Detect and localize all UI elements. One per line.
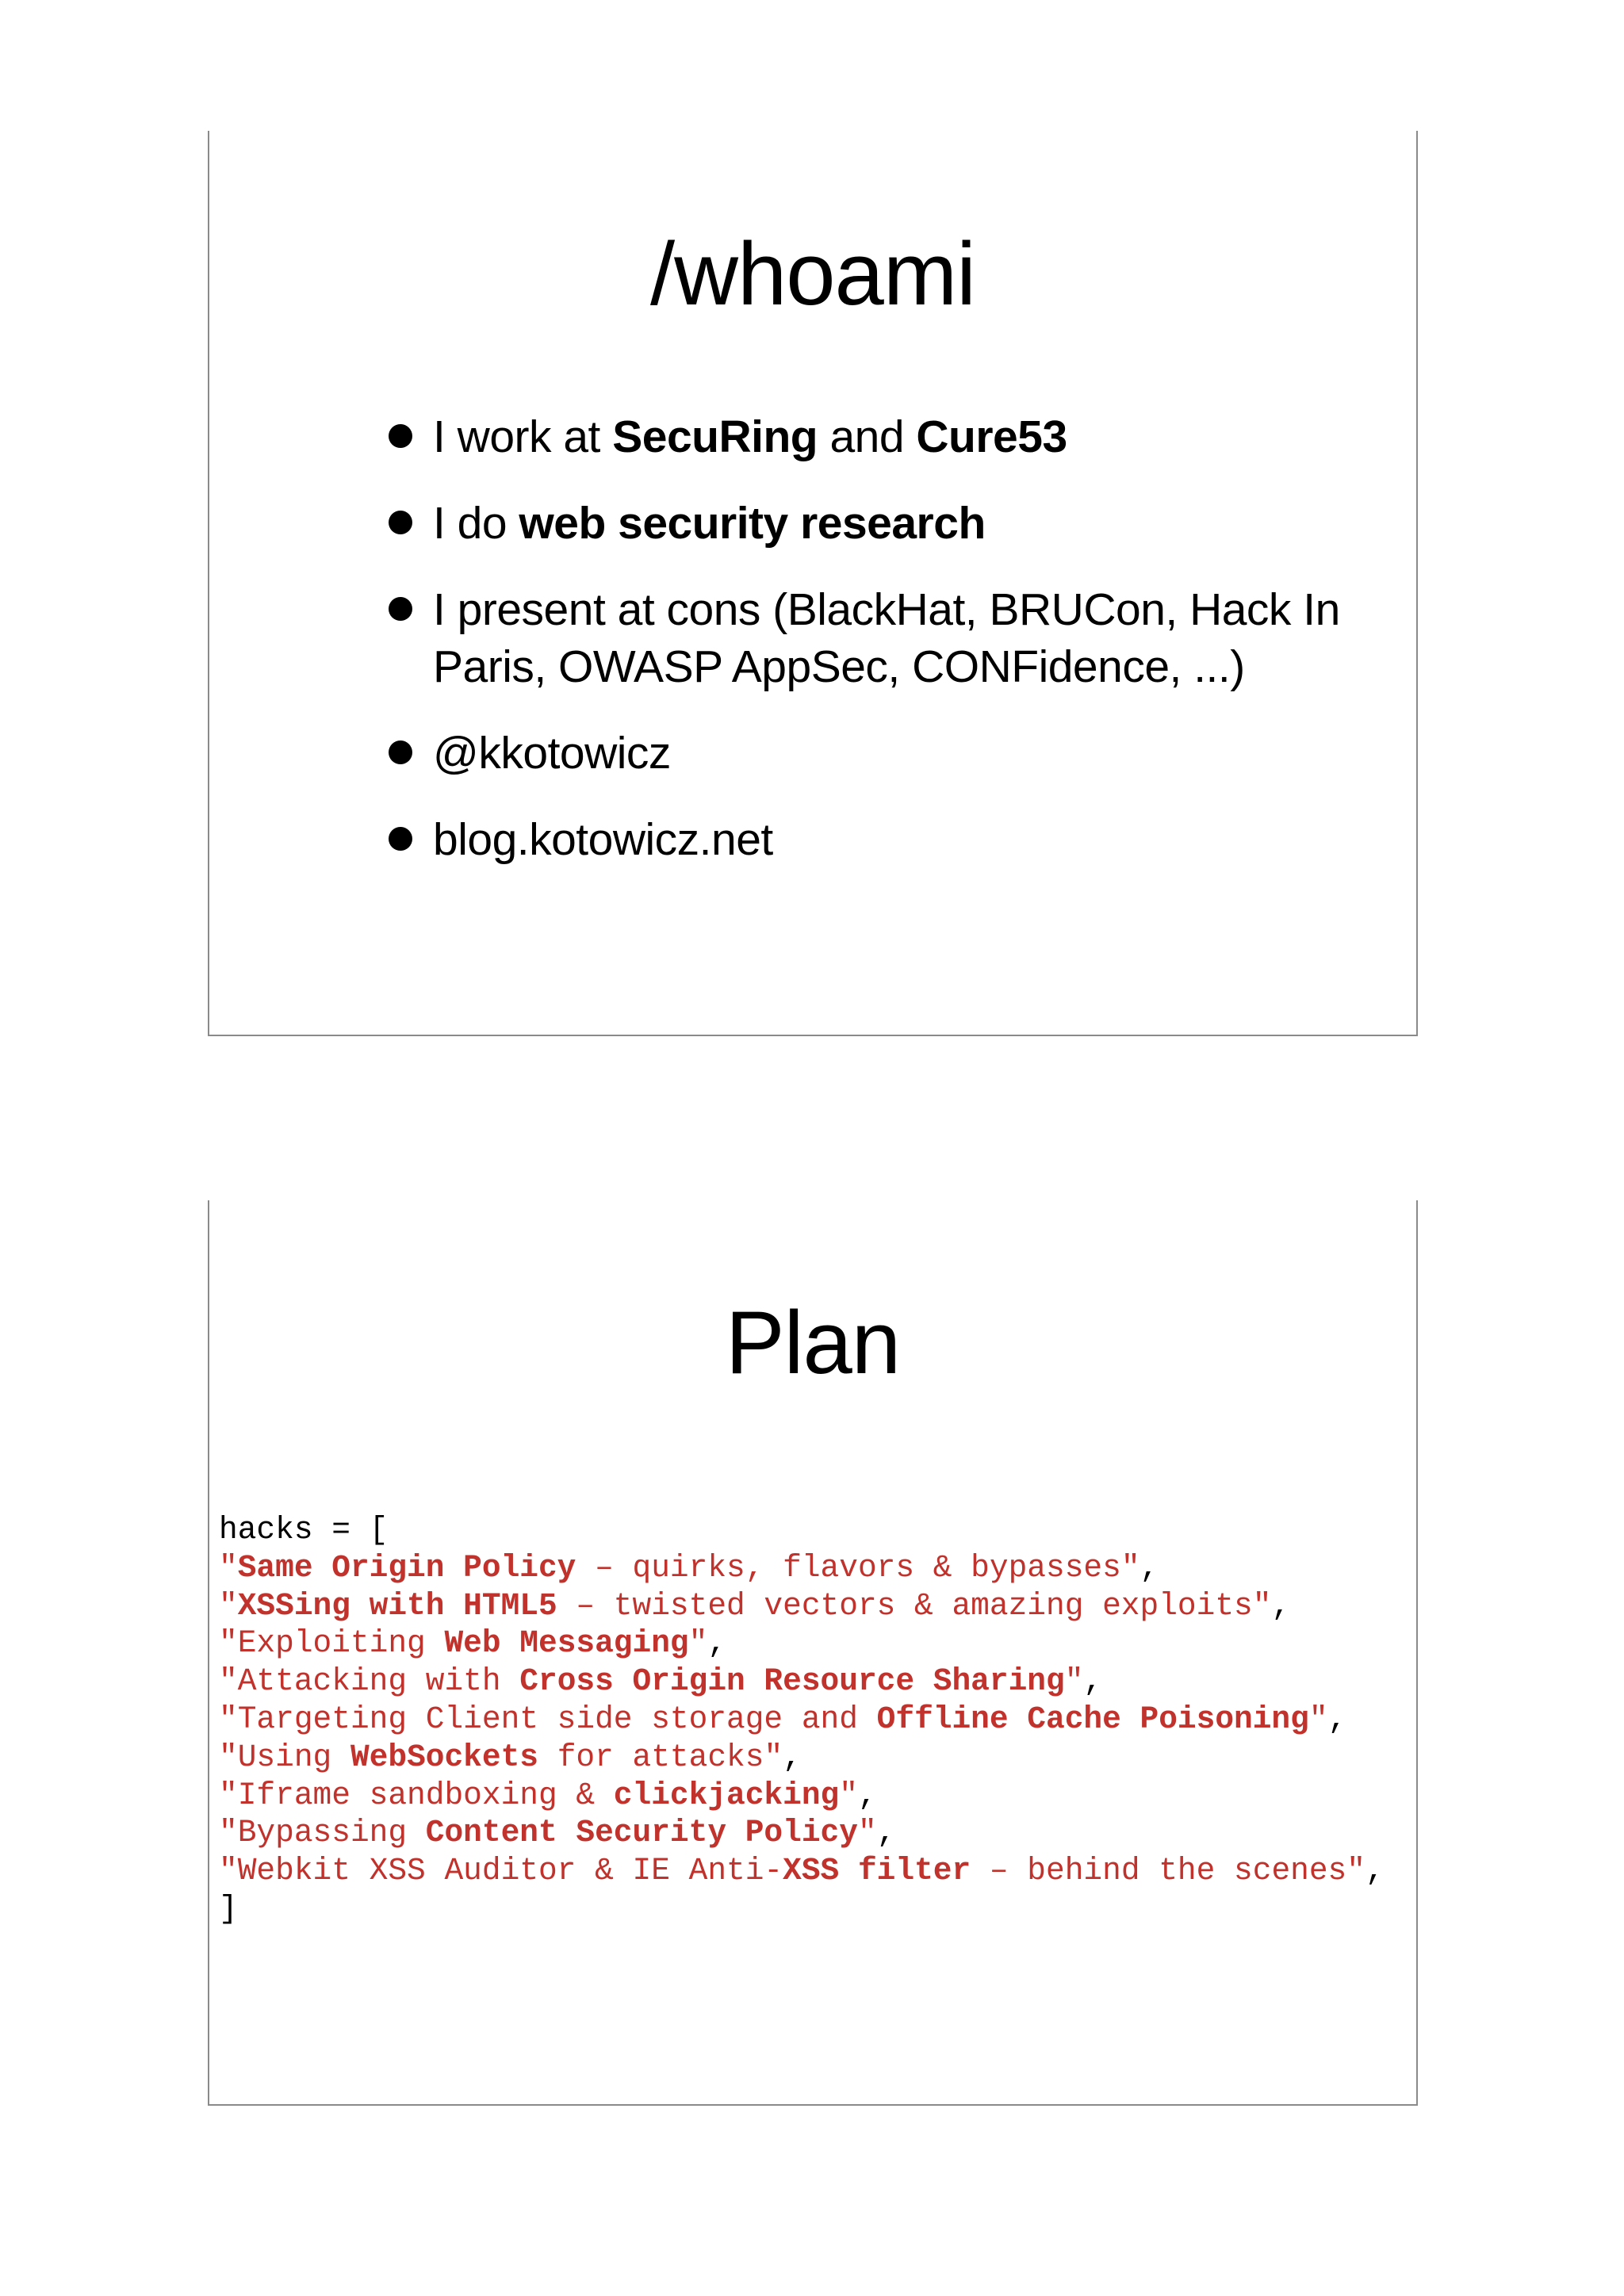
- code-string: Bypassing: [237, 1815, 426, 1851]
- bullet-text: web security research: [519, 498, 986, 549]
- bullet-item: [389, 495, 1388, 552]
- slide-plan: [208, 1200, 1418, 2106]
- code-line: "Iframe sandboxing & clickjacking",: [219, 1777, 877, 1813]
- bullet-text: I work at: [433, 411, 613, 462]
- bullet-text: I do: [433, 498, 519, 549]
- code-line: "Bypassing Content Security Policy",: [219, 1815, 896, 1851]
- code-block: [219, 1511, 1385, 1928]
- code-line: "Using WebSockets for attacks",: [219, 1739, 802, 1775]
- code-keyword: Same Origin Policy: [237, 1549, 576, 1586]
- bullet-dot-icon: [389, 597, 412, 621]
- code-string: Exploiting: [237, 1625, 445, 1662]
- code-string: – behind the scenes: [971, 1853, 1347, 1889]
- bullet-text: and: [818, 411, 917, 462]
- code-keyword: XSS filter: [783, 1853, 971, 1889]
- code-keyword: XSSing with HTML5: [237, 1587, 557, 1624]
- code-open: hacks = [: [219, 1512, 389, 1548]
- code-string: – twisted vectors & amazing exploits: [557, 1587, 1253, 1624]
- code-line: "Exploiting Web Messaging",: [219, 1625, 727, 1662]
- bullet-item: [389, 725, 1388, 782]
- code-string: Targeting Client side storage and: [237, 1701, 877, 1737]
- code-string: – quirks, flavors & bypasses: [576, 1549, 1121, 1586]
- bullet-dot-icon: [389, 827, 412, 851]
- code-string: Iframe sandboxing &: [237, 1777, 614, 1813]
- code-string: Webkit XSS Auditor & IE Anti-: [237, 1853, 783, 1889]
- bullet-text: Cure53: [916, 411, 1067, 462]
- bullet-text: @kkotowicz: [433, 728, 671, 779]
- bullet-text: blog.kotowicz.net: [433, 814, 773, 865]
- code-keyword: Content Security Policy: [425, 1815, 858, 1851]
- code-line: "Targeting Client side storage and Offline Cache Poisoning",: [219, 1701, 1347, 1737]
- bullet-item: [389, 811, 1388, 868]
- bullet-dot-icon: [389, 424, 412, 448]
- slide-title: /whoami: [649, 224, 976, 323]
- code-keyword: Offline Cache Poisoning: [876, 1701, 1309, 1737]
- code-keyword: clickjacking: [613, 1777, 840, 1813]
- code-string: for attacks: [538, 1739, 764, 1775]
- code-line: "Same Origin Policy – quirks, flavors & bypasses",: [219, 1549, 1159, 1586]
- code-line: "XSSing with HTML5 – twisted vectors & amazing exploits",: [219, 1587, 1291, 1624]
- bullet-item: [389, 408, 1388, 465]
- bullet-dot-icon: [389, 740, 412, 764]
- code-keyword: Web Messaging: [444, 1625, 689, 1662]
- code-keyword: WebSockets: [350, 1739, 538, 1775]
- code-string: Attacking with: [237, 1663, 520, 1700]
- code-line: "Webkit XSS Auditor & IE Anti-XSS filter – behind the scenes",: [219, 1853, 1385, 1889]
- code-string: Using: [237, 1739, 350, 1775]
- bullet-text: SecuRing: [612, 411, 818, 462]
- code-close: ]: [219, 1890, 238, 1927]
- bullet-text: I present at cons (BlackHat, BRUCon, Hack In Paris, OWASP AppSec, CONFidence, ...): [433, 584, 1340, 692]
- slide-title: Plan: [725, 1293, 901, 1392]
- bullet-list: [389, 408, 1388, 897]
- bullet-item: [389, 581, 1388, 695]
- code-line: "Attacking with Cross Origin Resource Sharing",: [219, 1663, 1103, 1700]
- bullet-dot-icon: [389, 511, 412, 534]
- code-keyword: Cross Origin Resource Sharing: [519, 1663, 1065, 1700]
- slide-whoami: [208, 131, 1418, 1036]
